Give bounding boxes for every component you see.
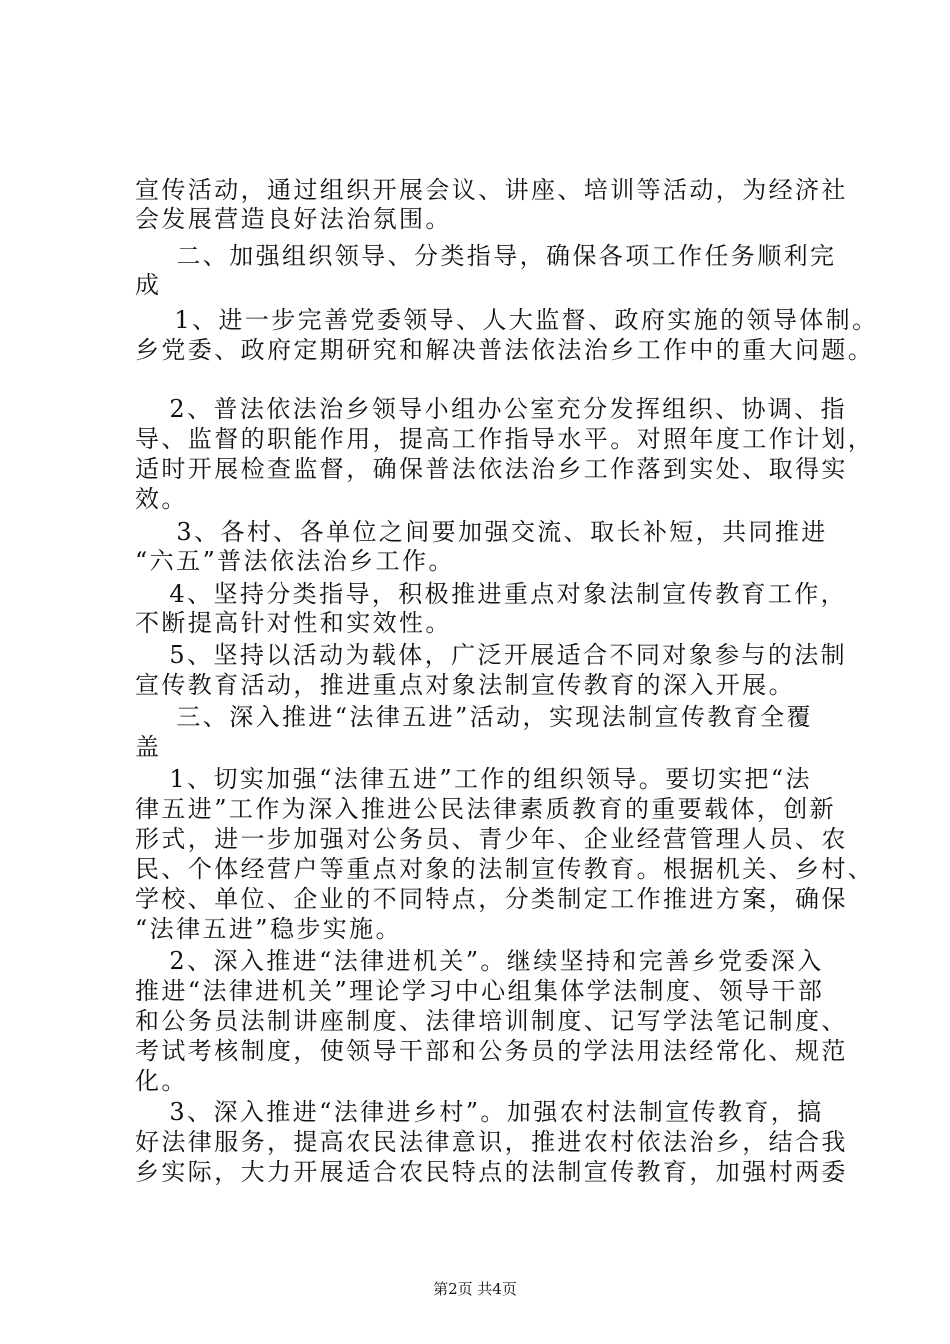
text-line: 效。 [135, 485, 188, 513]
text-line: 乡党委、政府定期研究和解决普法依法治乡工作中的重大问题。 [135, 336, 875, 364]
text-line: “六五”普法依法治乡工作。 [135, 547, 455, 575]
text-line: 形式，进一步加强对公务员、青少年、企业经营管理人员、农 [135, 825, 848, 853]
text-line: 4、坚持分类指导，积极推进重点对象法制宣传教育工作， [143, 580, 848, 608]
text-line: 化。 [135, 1067, 188, 1095]
text-line: 1、切实加强“法律五进”工作的组织领导。要切实把“法 [143, 765, 812, 793]
text-line: “法律五进”稳步实施。 [135, 915, 402, 943]
text-line: 律五进”工作为深入推进公民法律素质教育的重要载体，创新 [135, 795, 837, 823]
text-line: 学校、单位、企业的不同特点，分类制定工作推进方案，确保 [135, 885, 848, 913]
text-line: 3、各村、各单位之间要加强交流、取长补短，共同推进 [150, 518, 828, 546]
section-heading-line: 三、深入推进“法律五进”活动，实现法制宣传教育全覆 [150, 703, 813, 731]
text-line: 民、个体经营户等重点对象的法制宣传教育。根据机关、乡村、 [135, 855, 875, 883]
section-heading-line: 成 [135, 271, 162, 299]
text-line: 1、进一步完善党委领导、人大监督、政府实施的领导体制。 [148, 306, 879, 334]
text-line: 2、普法依法治乡领导小组办公室充分发挥组织、协调、指 [143, 395, 848, 423]
text-line: 会发展营造良好法治氛围。 [135, 205, 452, 233]
section-heading-line: 盖 [135, 733, 162, 761]
text-line: 3、深入推进“法律进乡村”。加强农村法制宣传教育，搞 [143, 1098, 824, 1126]
text-line: 宣传活动，通过组织开展会议、讲座、培训等活动，为经济社 [135, 176, 848, 204]
text-line: 好法律服务，提高农民法律意识，推进农村依法治乡，结合我 [135, 1128, 848, 1156]
text-line: 乡实际，大力开展适合农民特点的法制宣传教育，加强村两委 [135, 1158, 848, 1186]
text-line: 5、坚持以活动为载体，广泛开展适合不同对象参与的法制 [143, 641, 848, 669]
text-line: 考试考核制度，使领导干部和公务员的学法用法经常化、规范 [135, 1037, 848, 1065]
page-number-footer: 第2页 共4页 [433, 1280, 517, 1298]
section-heading-line: 二、加强组织领导、分类指导，确保各项工作任务顺利完 [150, 242, 837, 270]
text-line: 导、监督的职能作用，提高工作指导水平。对照年度工作计划， [135, 425, 875, 453]
text-line: 推进“法律进机关”理论学习中心组集体学法制度、领导干部 [135, 977, 825, 1005]
text-line: 和公务员法制讲座制度、法律培训制度、记写学法笔记制度、 [135, 1007, 848, 1035]
text-line: 宣传教育活动，推进重点对象法制宣传教育的深入开展。 [135, 671, 795, 699]
text-line: 不断提高针对性和实效性。 [135, 609, 452, 637]
text-line: 2、深入推进“法律进机关”。继续坚持和完善乡党委深入 [143, 947, 824, 975]
text-line: 适时开展检查监督，确保普法依法治乡工作落到实处、取得实 [135, 455, 848, 483]
